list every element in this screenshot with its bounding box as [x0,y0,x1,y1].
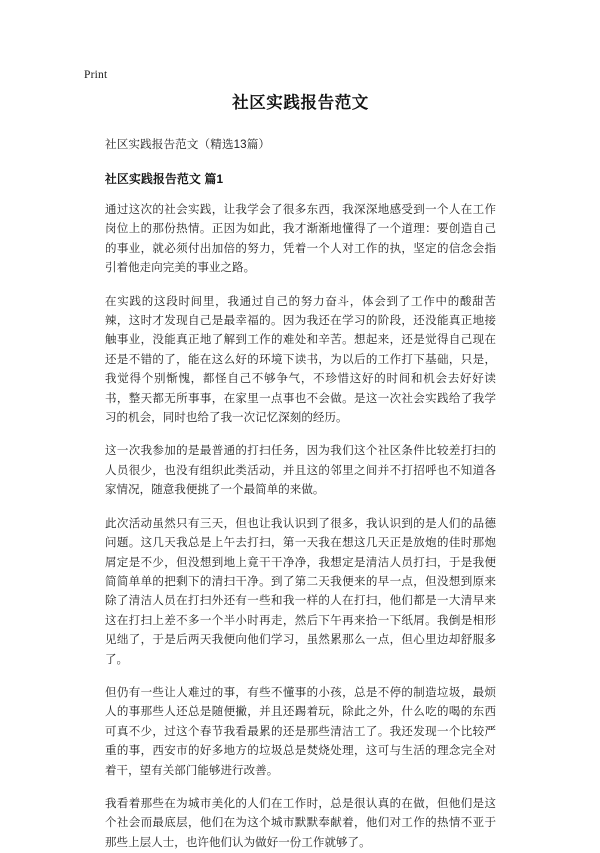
page-title: 社区实践报告范文 [232,94,369,112]
body-paragraph: 但仍有一些让人难过的事，有些不懂事的小孩，总是不停的制造垃圾，最烦人的事那些人还总是随便撇，并且还踢着玩，除此之外，什么吃的喝的东西可真不少，过这个春节我看最累的还是那些清洁工了。我还发现一个比较严重的事，西安市的好多地方的垃圾总是焚烧处理，这可与生活的理念完全对着干，望有关部门能够进行改善。 [105,686,496,777]
body-paragraph: 此次活动虽然只有三天，但也让我认识到了很多，我认识到的是人们的品德问题。这几天我总是上午去打扫，第一天我在想这几天正是放炮的佳时那炮屑定是不少，但没想到地上竟干干净净，我想定是清洁人员打扫，于是我便简简单单的把剩下的清扫干净。到了第二天我便来的早一点，但没想到原来除了清洁人员在打扫外还有一些和我一样的人在打扫，他们都是一大清早来这在打扫上差不多一个半小时再走，然后下午再来拾一下纸屑。我倒是相形见绌了，于是后两天我便向他们学习，虽然累那么一点，但心里边却舒服多了。 [105,517,496,666]
body-paragraph: 通过这次的社会实践，让我学会了很多东西，我深深地感受到一个人在工作岗位上的那份热情。正因为如此，我才渐渐地懂得了一个道理：要创造自己的事业，就必须付出加倍的努力，凭着一个人对工作的执，坚定的信念会指引着他走向完美的事业之路。 [105,204,496,275]
document-content [105,92,496,853]
body-paragraph: 这一次我参加的是最普通的打扫任务，因为我们这个社区条件比较差打扫的人员很少，也没有组织此类活动，并且这的邻里之间并不打招呼也不知道各家情况，随意我便挑了一个最简单的来做。 [105,445,496,497]
body-paragraph: 在实践的这段时间里，我通过自己的努力奋斗，体会到了工作中的酸甜苦辣，这时才发现自己是最幸福的。因为我还在学习的阶段，还没能真正地接触事业，没能真正地了解到工作的难处和辛苦。想起来，还是觉得自己现在还是不错的了，能在这么好的环境下读书，为以后的工作打下基础，只是，我觉得个别惭愧，都怪自己不够争气，不珍惜这好的时间和机会去好好读书，整天都无所事事，在家里一点事也不会做。是这一次社会实践给了我学习的机会，同时也给了我一次记忆深刻的经历。 [105,295,496,425]
document-subtitle: 社区实践报告范文（精选13篇） [105,138,271,151]
section-heading: 社区实践报告范文 篇1 [105,172,224,186]
body-paragraph: 我看着那些在为城市美化的人们在工作时，总是很认真的在做，但他们是这个社会而最底层，他们在为这个城市默默奉献着，他们对工作的热情不亚于那些上层人士，也许他们认为做好一份工作就够了。 [105,797,496,849]
print-link[interactable]: Print [84,69,108,81]
